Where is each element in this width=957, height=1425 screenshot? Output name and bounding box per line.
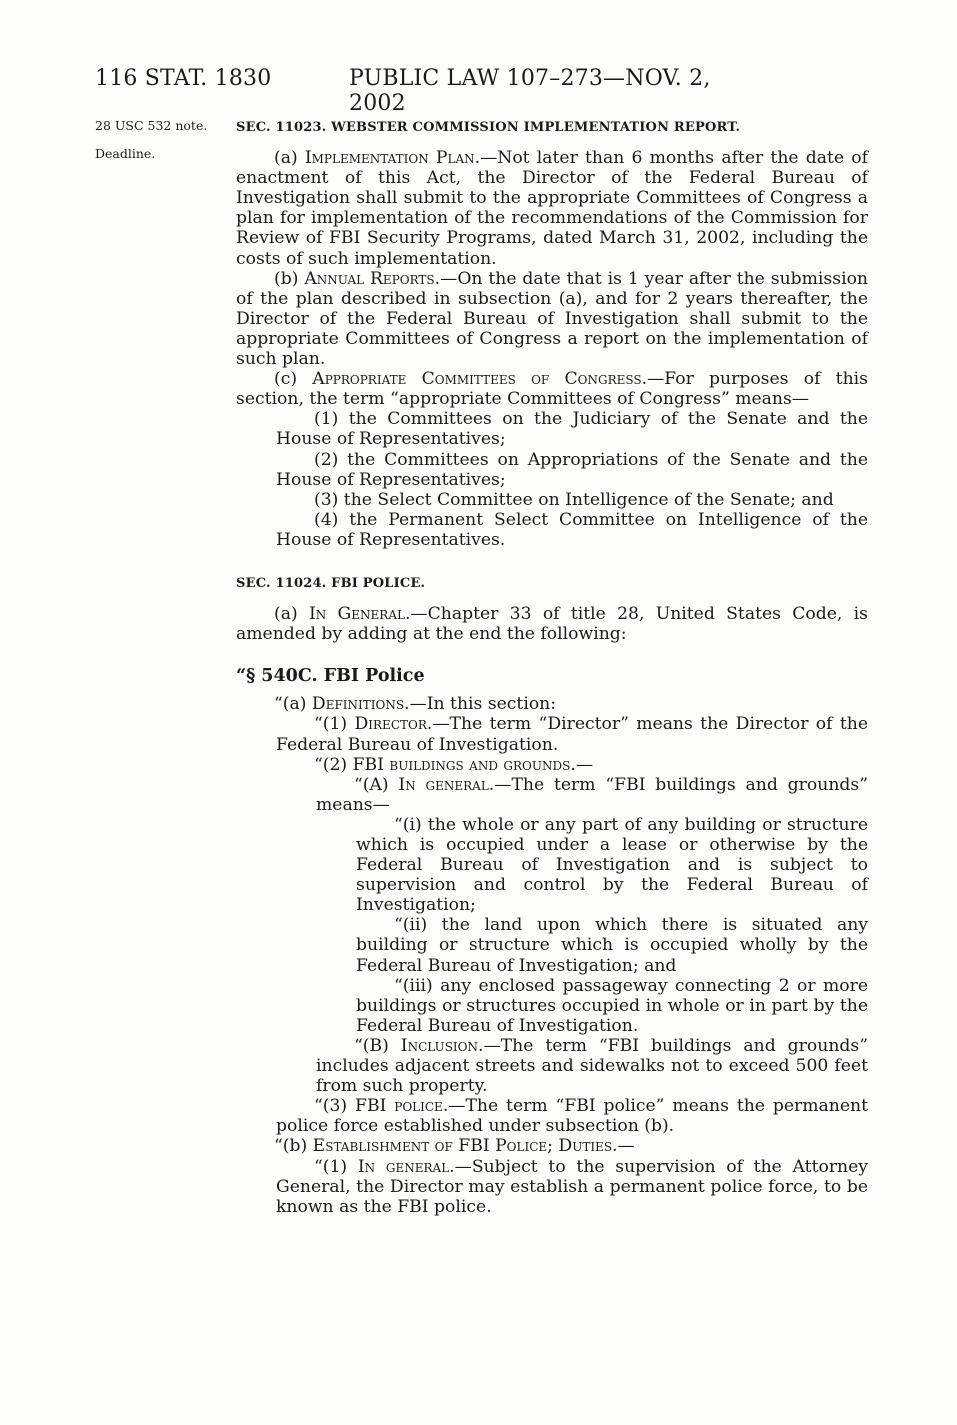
subsection-c-appropriate-committees: (c) Appropriate Committees of Congress.—For purposes of this section, the term “appropriate Committees of Congress” means— xyxy=(236,369,868,410)
document-body xyxy=(236,112,868,1217)
section-11024-heading: SEC. 11024. FBI POLICE. xyxy=(236,575,426,591)
definition-fbi-police: “(3) FBI police.—The term “FBI police” means the permanent police force established under subsection (b). xyxy=(276,1096,869,1137)
paragraph-c2: (2) the Committees on Appropriations of the Senate and the House of Representatives; xyxy=(276,449,868,490)
definition-buildings-heading: “(2) FBI buildings and grounds.— xyxy=(314,754,593,775)
clause-i: “(i) the whole or any part of any building or structure which is occupied under a lease or otherwise by the Federal Bureau of Investigation and is subject to supervision and control by the Federal Bureau of Investigation; xyxy=(356,814,868,916)
clause-ii: “(ii) the land upon which there is situated any building or structure which is occupied wholly by the Federal Bureau of Investigation; and xyxy=(356,915,868,976)
establishment-heading: “(b) Establishment of FBI Police; Duties.— xyxy=(274,1136,635,1157)
definition-buildings-in-general: “(A) In general.—The term “FBI buildings and grounds” means— xyxy=(316,774,868,815)
margin-note-deadline: Deadline. xyxy=(95,146,156,161)
stat-page-number: 116 STAT. 1830 xyxy=(95,66,272,91)
definition-director: “(1) Director.—The term “Director” means the Director of the Federal Bureau of Investigation. xyxy=(276,714,869,755)
clause-iii: “(iii) any enclosed passageway connecting 2 or more buildings or structures occupied in whole or in part by the Federal Bureau of Investigation. xyxy=(356,975,868,1036)
establishment-in-general: “(1) In general.—Subject to the supervision of the Attorney General, the Director may establish a permanent police force, to be known as the FBI police. xyxy=(276,1156,868,1217)
paragraph-c1: (1) the Committees on the Judiciary of the Senate and the House of Representatives; xyxy=(276,409,868,450)
subsection-a-implementation-plan: (a) Implementation Plan.—Not later than 6 months after the date of enactment of this Act, the Director of the Federal Bureau of Investigation shall submit to the appropriate Committees of Congress a plan for implementation of the recommendations of the Commission for Review of FBI Security Programs, dated March 31, 2002, including the costs of such implementation. xyxy=(236,148,868,269)
definition-buildings-inclusion: “(B) Inclusion.—The term “FBI buildings and grounds” includes adjacent streets and sidewalks not to exceed 500 feet from such property. xyxy=(316,1035,868,1097)
public-law-title: PUBLIC LAW 107–273—NOV. 2, 2002 xyxy=(349,66,711,116)
subsection-b-annual-reports: (b) Annual Reports.—On the date that is 1 year after the submission of the plan described in subsection (a), and for 2 years thereafter, the Director of the Federal Bureau of Investigation shall submit to the appropriate Committees of Congress a report on the implementation of such plan. xyxy=(236,268,868,370)
section-11023-heading: SEC. 11023. WEBSTER COMMISSION IMPLEMENTATION REPORT. xyxy=(236,120,741,135)
paragraph-c4: (4) the Permanent Select Committee on Intelligence of the House of Representatives. xyxy=(276,509,868,550)
section-540c-title: “§ 540C. FBI Police xyxy=(236,666,425,687)
paragraph-c3: (3) the Select Committee on Intelligence of the Senate; and xyxy=(314,489,834,510)
subsection-a-in-general: (a) In General.—Chapter 33 of title 28, United States Code, is amended by adding at the end the following: xyxy=(236,604,868,645)
margin-note-usc: 28 USC 532 note. xyxy=(95,118,208,133)
definitions-heading: “(a) Definitions.—In this section: xyxy=(274,694,557,715)
